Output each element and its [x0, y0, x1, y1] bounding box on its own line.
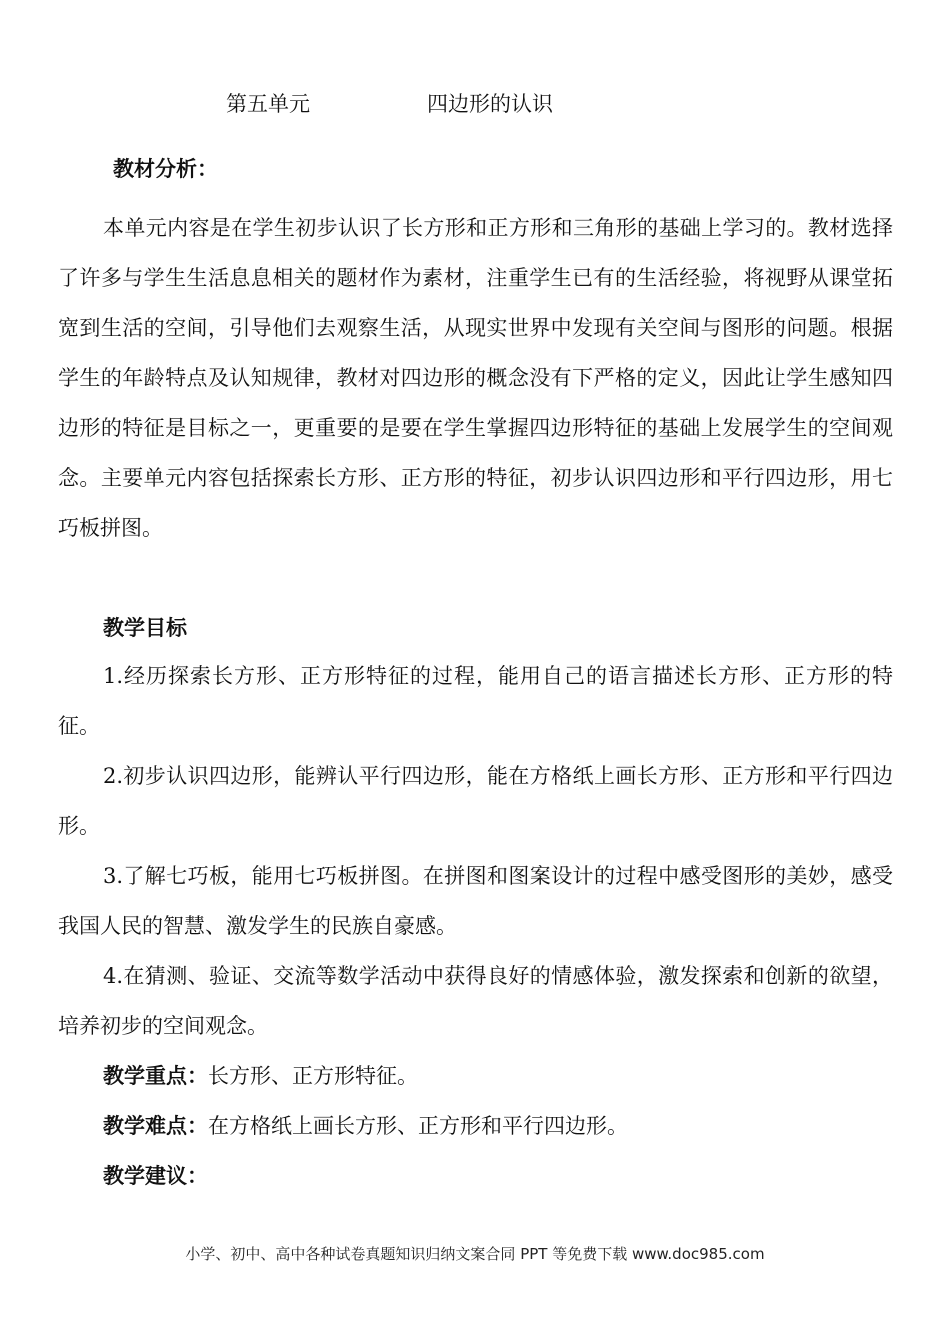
page-footer: 小学、初中、高中各种试卷真题知识归纳文案合同 PPT 等免费下载 www.doc985.com: [185, 1245, 765, 1263]
goal-item-3: 3.了解七巧板，能用七巧板拼图。在拼图和图案设计的过程中感受图形的美妙，感受我国人民的智慧、激发学生的民族自豪感。: [58, 864, 893, 938]
goal-item-4: 4.在猜测、验证、交流等数学活动中获得良好的情感体验，激发探索和创新的欲望，培养初步的空间观念。: [58, 964, 893, 1038]
suggestion-label: 教学建议：: [103, 1164, 208, 1188]
unit-label: 第五单元: [226, 92, 310, 116]
document-title: [0, 88, 950, 120]
difficulty-row: [103, 1101, 628, 1151]
difficulty-text: 在方格纸上画长方形、正方形和平行四边形。: [208, 1114, 628, 1138]
key-point-text: 长方形、正方形特征。: [208, 1064, 418, 1088]
suggestion-row: [103, 1151, 208, 1201]
goal-item-2: 2.初步认识四边形，能辨认平行四边形，能在方格纸上画长方形、正方形和平行四边形。: [58, 764, 893, 838]
difficulty-label: 教学难点：: [103, 1114, 208, 1138]
goal-item-1: 1.经历探索长方形、正方形特征的过程，能用自己的语言描述长方形、正方形的特征。: [58, 664, 893, 738]
analysis-heading: 教材分析：: [113, 157, 218, 181]
analysis-paragraph: 本单元内容是在学生初步认识了长方形和正方形和三角形的基础上学习的。教材选择了许多与学生生活息息相关的题材作为素材，注重学生已有的生活经验，将视野从课堂拓宽到生活的空间，引导他们去观察生活，从现实世界中发现有关空间与图形的问题。根据学生的年龄特点及认知规律，教材对四边形的概念没有下严格的定义，因此让学生感知四边形的特征是目标之一，更重要的是要在学生掌握四边形特征的基础上发展学生的空间观念。主要单元内容包括探索长方形、正方形的特征，初步认识四边形和平行四边形，用七巧板拼图。: [58, 216, 893, 540]
key-point-label: 教学重点：: [103, 1064, 208, 1088]
goals-heading: 教学目标: [103, 616, 187, 640]
unit-topic: 四边形的认识: [427, 92, 553, 116]
key-point-row: [103, 1051, 418, 1101]
